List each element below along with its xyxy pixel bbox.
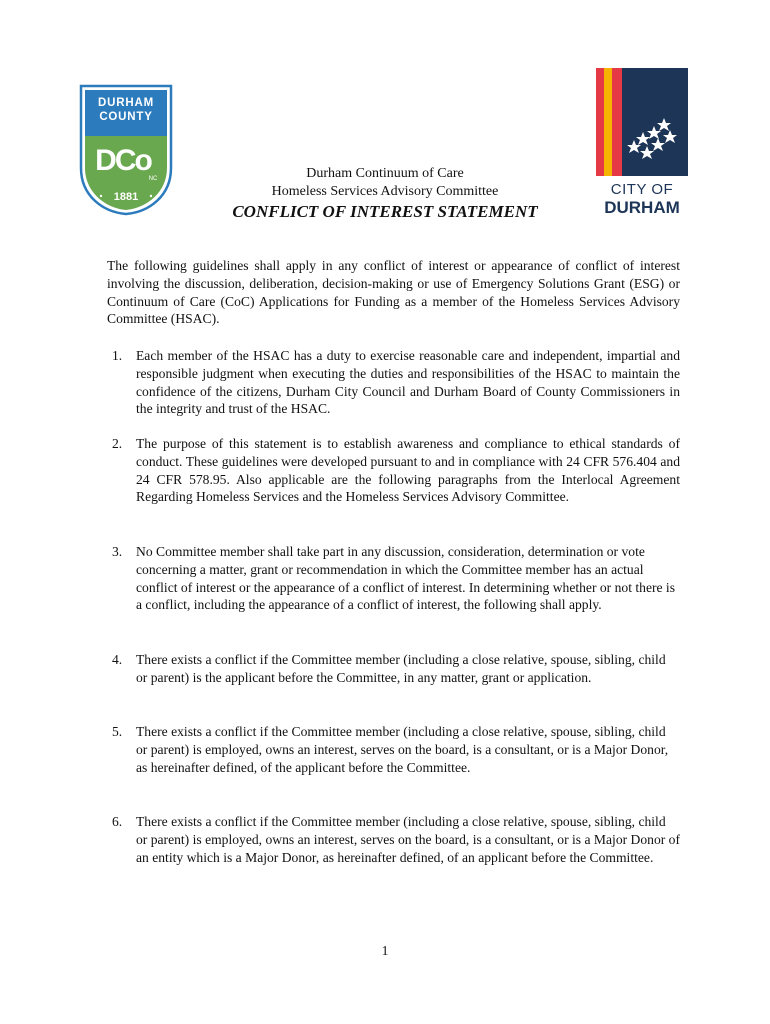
list-item-3	[112, 543, 680, 614]
city-flag-icon	[596, 68, 688, 176]
list-item-number: 2.	[112, 436, 123, 451]
list-item-number: 6.	[112, 814, 123, 829]
list-item-2	[112, 435, 680, 506]
list-item-text: Each member of the HSAC has a duty to exercise reasonable care and independent, impartial and responsible judgment when executing the duties and responsibilities of the HSAC to maintain the confidence of the citizens, Durham City Council and Durham Board of County Commissioners in the integrity and trust of the HSAC.	[136, 348, 680, 417]
list-item-text: There exists a conflict if the Committee member (including a close relative, spouse, sibling, child or parent) is the applicant before the Committee, in any matter, grant or application.	[136, 652, 666, 685]
seal-state: NC	[148, 176, 158, 182]
durham-county-seal-logo	[79, 84, 173, 216]
seal-county-line2: COUNTY	[99, 111, 153, 123]
page-number: 1	[381, 943, 389, 958]
list-item-text: No Committee member shall take part in any discussion, consideration, determination or vote concerning a matter, grant or recommendation in which the Committee member has an actual conflict of interest or the appearance of a conflict of interest. In determining whether or not there is a conflict, including the appearance of a conflict of interest, the following shall apply.	[136, 544, 676, 613]
list-item-number: 4.	[112, 652, 123, 667]
list-item-text: The purpose of this statement is to establish awareness and compliance to ethical standards of conduct. These guidelines were developed pursuant to and in compliance with 24 CFR 576.404 and 24 CFR 578.95. Also applicable are the following paragraphs from the Interlocal Agreement Regarding Homeless Services and the Homeless Services Advisory Committee.	[136, 436, 680, 505]
document-title: CONFLICT OF INTEREST STATEMENT	[232, 202, 538, 221]
list-item-number: 5.	[112, 724, 123, 739]
list-item-text: There exists a conflict if the Committee member (including a close relative, spouse, sibling, child or parent) is employed, owns an interest, serves on the board, is a consultant, or is a Major Donor of an entity which is a Major Donor, as hereinafter defined, of an applicant before the Committee.	[136, 814, 680, 865]
city-logo-line2: DURHAM	[604, 198, 680, 217]
seal-monogram: DCo	[95, 144, 151, 177]
list-item-text: There exists a conflict if the Committee member (including a close relative, spouse, sibling, child or parent) is employed, owns an interest, serves on the board, is a consultant, or is a Major Donor, as hereinafter defined, of the applicant before the Committee.	[136, 724, 669, 775]
list-item-1	[112, 347, 680, 418]
city-of-durham-logo	[596, 68, 688, 216]
header-committee: Homeless Services Advisory Committee	[271, 184, 499, 199]
city-logo-line1: CITY OF	[610, 181, 674, 198]
list-item-number: 3.	[112, 544, 123, 559]
seal-year: 1881	[113, 191, 139, 203]
list-item-4	[112, 651, 680, 687]
intro-paragraph: The following guidelines shall apply in any conflict of interest or appearance of conflict of interest involving the discussion, deliberation, decision-making or use of Emergency Solutions Grant (ESG) or Continuum of Care (CoC) Applications for Funding as a member of the Homeless Services Advisory Committee (HSAC).	[107, 258, 680, 327]
list-item-6	[112, 813, 680, 866]
list-item-number: 1.	[112, 348, 123, 363]
list-item-5	[112, 723, 680, 776]
seal-county-line1: DURHAM	[98, 97, 154, 109]
header-org: Durham Continuum of Care	[306, 166, 464, 181]
